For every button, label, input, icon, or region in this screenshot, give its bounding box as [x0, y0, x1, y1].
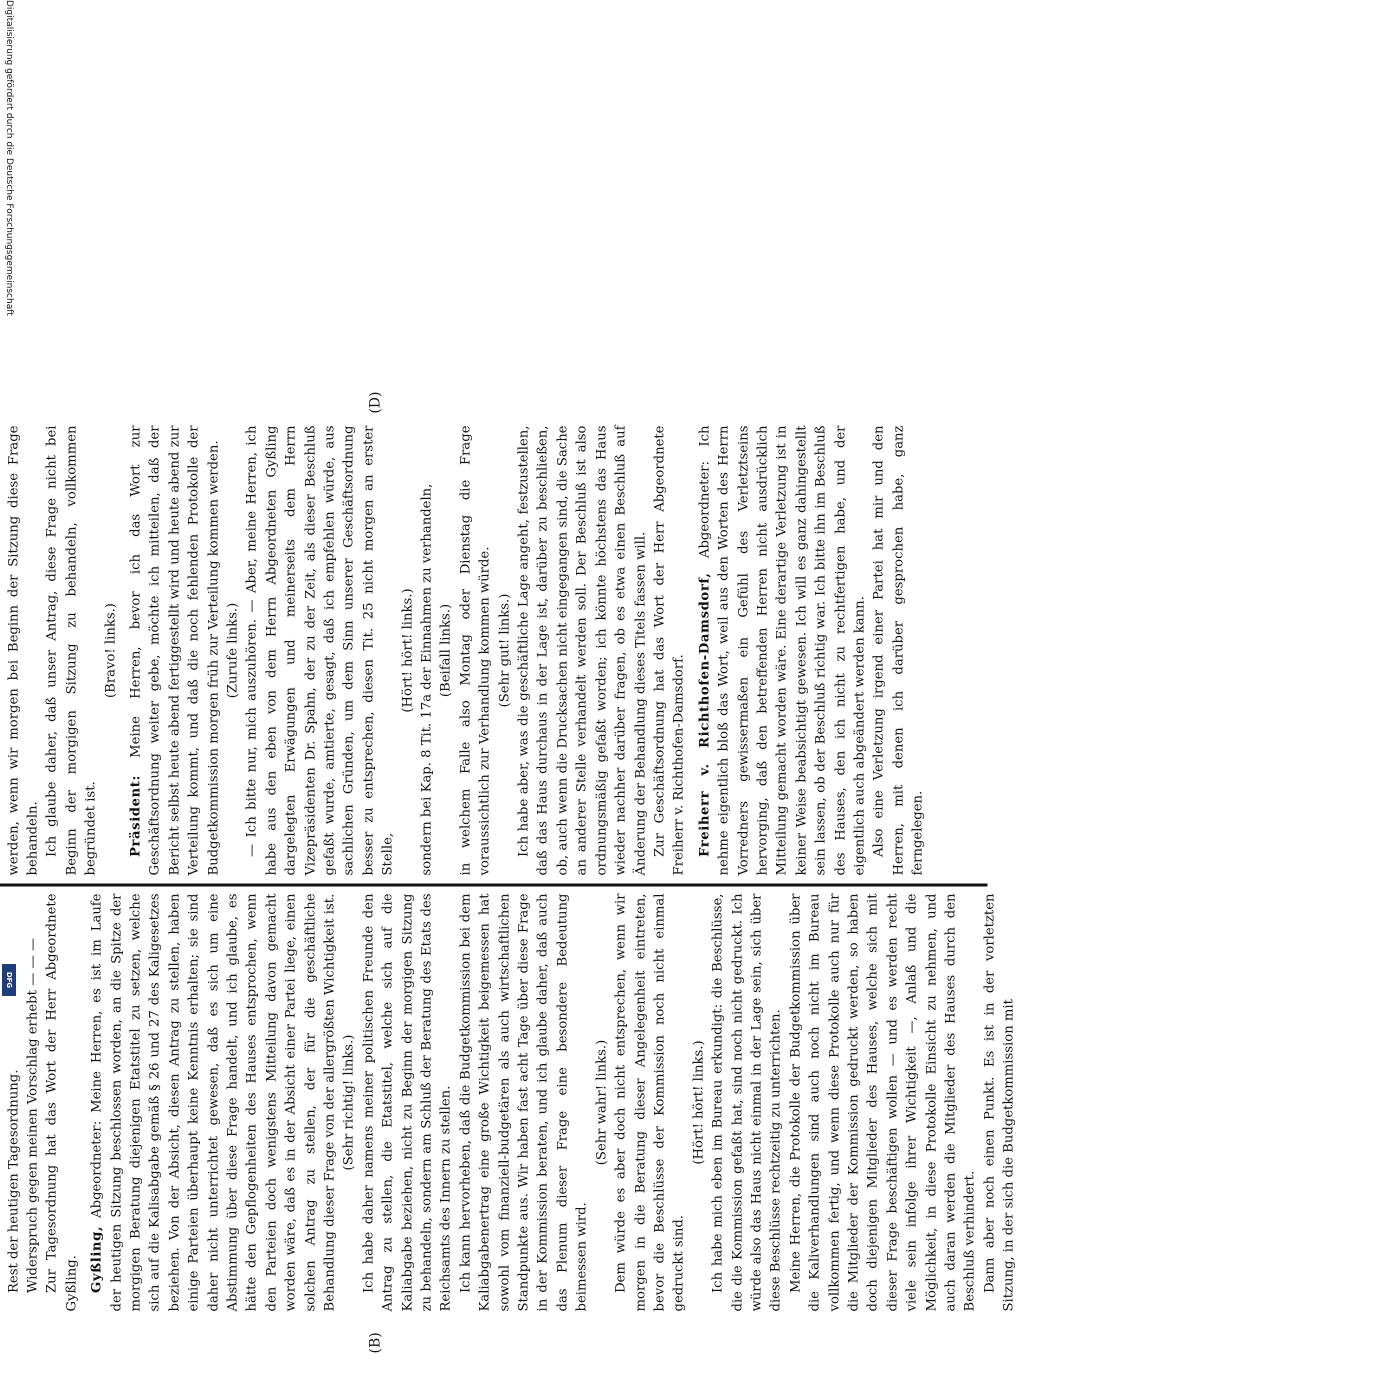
speech-paragraph — [87, 893, 339, 1311]
paragraph: in welchem Falle also Montag oder Dienstag die Frage voraussichtlich zur Verhandlung kommen würde. — [457, 425, 493, 875]
paragraph: Meine Herren, die Protokolle der Budgetkommission über die Kaliverhandlungen sind auch noch nicht im Bureau vollkommen fertig, und wenn diese Protokolle auch nur für die Mitglieder der Kommission gedruckt werden, so haben doch diejenigen Mitglieder des Hauses, welche sich mit dieser Frage beschäftigen wollen — und es werden recht viele sein infolge ihrer Wichtigkeit —, Anlaß und die Möglichkeit, in diese Protokolle Einsicht zu nehmen, und auch daran werden die Mitglieder des Hauses durch den Beschluß verhindert. — [787, 893, 978, 1311]
paragraph: Ich kann hervorheben, daß die Budgetkommission bei dem Kaliabgabenertrag eine große Wichtigkeit beigemessen hat sowohl vom finanziell-budgetären als auch wirtschaftlichen Standpunkte aus. Wir haben fast acht Tage über diese Frage in der Kommission beraten, und ich glaube daher, daß auch das Plenum dieser Frage eine besondere Bedeutung beimessen wird. — [457, 893, 590, 1311]
interjection: (Sehr richtig! links.) — [341, 1034, 357, 1170]
paragraph: Ich habe aber, was die geschäftliche Lage angeht, festzustellen, daß das Haus durchaus in der Lage ist, darüber zu beschließen, ob, auch wenn die Drucksachen nicht eingegangen sind, die Sache an anderer Stelle verhandelt werden soll. Der Beschluß ist also ordnungsmäßig gefaßt worden; ich könnte höchstens das Haus wieder nachher darüber fragen, ob es etwa einen Beschluß auf Änderung der Behandlung dieses Titels fassen will. — [516, 425, 648, 875]
right-column — [0, 425, 973, 875]
dfg-logo-text: DFG — [5, 971, 13, 989]
speaker-name: Präsident: — [127, 774, 143, 857]
speaker-name: Freiherr v. Richthofen-Damsdorf, — [696, 571, 712, 857]
paragraph: Ich habe daher namens meiner politischen Freunde den Antrag zu stellen, die Etatstitel, welche sich auf die Kaliabgabe beziehen, nicht zu Beginn der morgigen Sitzung zu behandeln, sondern am Schluß der Beratung des Etats des Reichsamts des Innern zu stellen. — [360, 893, 454, 1311]
speech-text: Abgeordneter: Meine Herren, es ist im Laufe der heutigen Sitzung beschlossen worden, an die Spitze der morgigen Beratung diejenigen Etatstitel zu setzen, welche sich auf die Kalisabgabe gemäß § 26 und 27 des Kaligesetzes beziehen. Von der Absicht, diesen Antrag zu stellen, haben einige Parteien überhaupt keine Kenntnis erhalten; sie sind daher nicht unterrichtet gewesen, daß es sich um eine Abstimmung über diese Frage handelt, und ich glaube, es hätte den Gepflogenheiten des Hauses entsprochen, wenn den Parteien doch wenigstens Mitteilung davon gemacht worden wäre, daß es in der Absicht einer Partei liege, einen solchen Antrag zu stellen, der für die geschäftliche Behandlung dieser Frage von der allergrößten Wichtigkeit ist. — [89, 893, 337, 1311]
paragraph: Zur Geschäftsordnung hat das Wort der Herr Abgeordnete Freiherr v. Richthofen-Damsdorf. — [651, 425, 687, 875]
interjection: (Zurufe links.) — [224, 602, 240, 698]
interjection: (Bravo! links.) — [102, 602, 118, 698]
digitization-notice — [0, 0, 18, 1000]
paragraph: sondern bei Kap. 8 Tit. 17a der Einnahmen zu verhandeln, — [419, 483, 435, 875]
paragraph: Zur Tagesordnung hat das Wort der Herr Abgeordnete Gyßling. — [44, 893, 79, 1311]
interjection: (Sehr gut! links.) — [496, 593, 512, 707]
interjection: (Hört! hört! links.) — [399, 587, 415, 713]
speech-paragraph — [695, 425, 870, 875]
document-page — [0, 383, 1017, 1383]
margin-mark-d: (D) — [367, 391, 383, 414]
dfg-logo — [2, 964, 16, 996]
paragraph: Ich glaube daher, daß unser Antrag, diese Frage nicht bei Beginn der morgigen Sitzung zu behandeln, vollkommen begründet ist. — [44, 425, 99, 875]
speech-paragraph — [126, 425, 223, 875]
interjection: (Sehr wahr! links.) — [593, 1039, 609, 1165]
speaker-name: Gyßling, — [89, 1225, 105, 1293]
paragraph: Dem würde es aber doch nicht entsprechen, wenn wir morgen in die Beratung dieser Angelegenheit eintreten, bevor die Beschlüsse der Kommission noch nicht einmal gedruckt sind. — [613, 893, 687, 1311]
paragraph: Widerspruch gegen meinen Vorschlag erhebt — — — — [24, 937, 40, 1293]
margin-mark-b: (B) — [367, 1331, 383, 1353]
paragraph: Ich habe mich eben im Bureau erkundigt: die Beschlüsse, die die Kommission gefaßt hat, sind noch nicht gedruckt. Ich würde also das Haus nicht einmal in der Lage sein, sich über diese Beschlüsse rechtzeitig zu unterrichten. — [710, 893, 784, 1311]
paragraph: Dann aber noch einen Punkt. Es ist in der vorletzten Sitzung, in der sich die Budgetkommission mit — [981, 893, 1017, 1311]
paragraph: Rest der heutigen Tagesordnung. — [5, 1069, 21, 1293]
digitization-notice-text: Digitalisierung gefördert durch die Deutsche Forschungsgemeinschaft — [4, 0, 14, 316]
paragraph: Also eine Verletzung irgend einer Partei hat mir und den Herren, mit denen ich darüber gesprochen habe, ganz ferngelegen. — [871, 425, 926, 875]
left-column — [0, 893, 1017, 1311]
column-divider — [0, 883, 987, 886]
paragraph: — Ich bitte nur, mich auszuhören. — Aber, meine Herren, ich habe aus den eben von dem Herrn Abgeordneten Gyßling dargelegten Erwägungen und meinerseits dem Herrn Vizepräsidenten Dr. Spahn, der zu der Zeit, als dieser Beschluß gefaßt wurde, amtierte, gesagt, daß ich empfehlen würde, aus sachlichen Gründen, um dem Sinn unserer Geschäftsordnung besser zu entsprechen, diesen Tit. 25 nicht morgen an erster Stelle, — [244, 425, 396, 875]
speech-text: Abgeordneter: Ich nehme eigentlich bloß das Wort, weil aus den Worten des Herrn Vorredners gewissermaßen ein Gefühl des Verletztseins hervorging, daß den betreffenden Herren nicht ausdrücklich Mitteilung gemacht worden wäre. Eine derartige Verletzung ist in keiner Weise beabsichtigt gewesen. Ich will es ganz dahingestellt sein lassen, ob der Beschluß richtig war. Ich bitte ihn im Beschluß des Hauses, den ich nicht zu rechtfertigen habe, und der eigentlich auch abgeändert werden kann. — [696, 425, 867, 875]
interjection: (Hört! hört! links.) — [690, 1039, 706, 1165]
interjection: (Beifall links.) — [438, 603, 454, 697]
paragraph: werden, wenn wir morgen bei Beginn der Sitzung diese Frage behandeln. — [5, 425, 40, 875]
speech-text: Meine Herren, bevor ich das Wort zur Geschäftsordnung weiter gebe, möchte ich mitteilen, daß der Bericht selbst heute abend fertiggestellt wird und heute abend zur Verteilung kommt, und daß die noch fehlenden Protokolle der Budgetkommission morgen früh zur Verteilung kommen werden. — [127, 425, 221, 875]
